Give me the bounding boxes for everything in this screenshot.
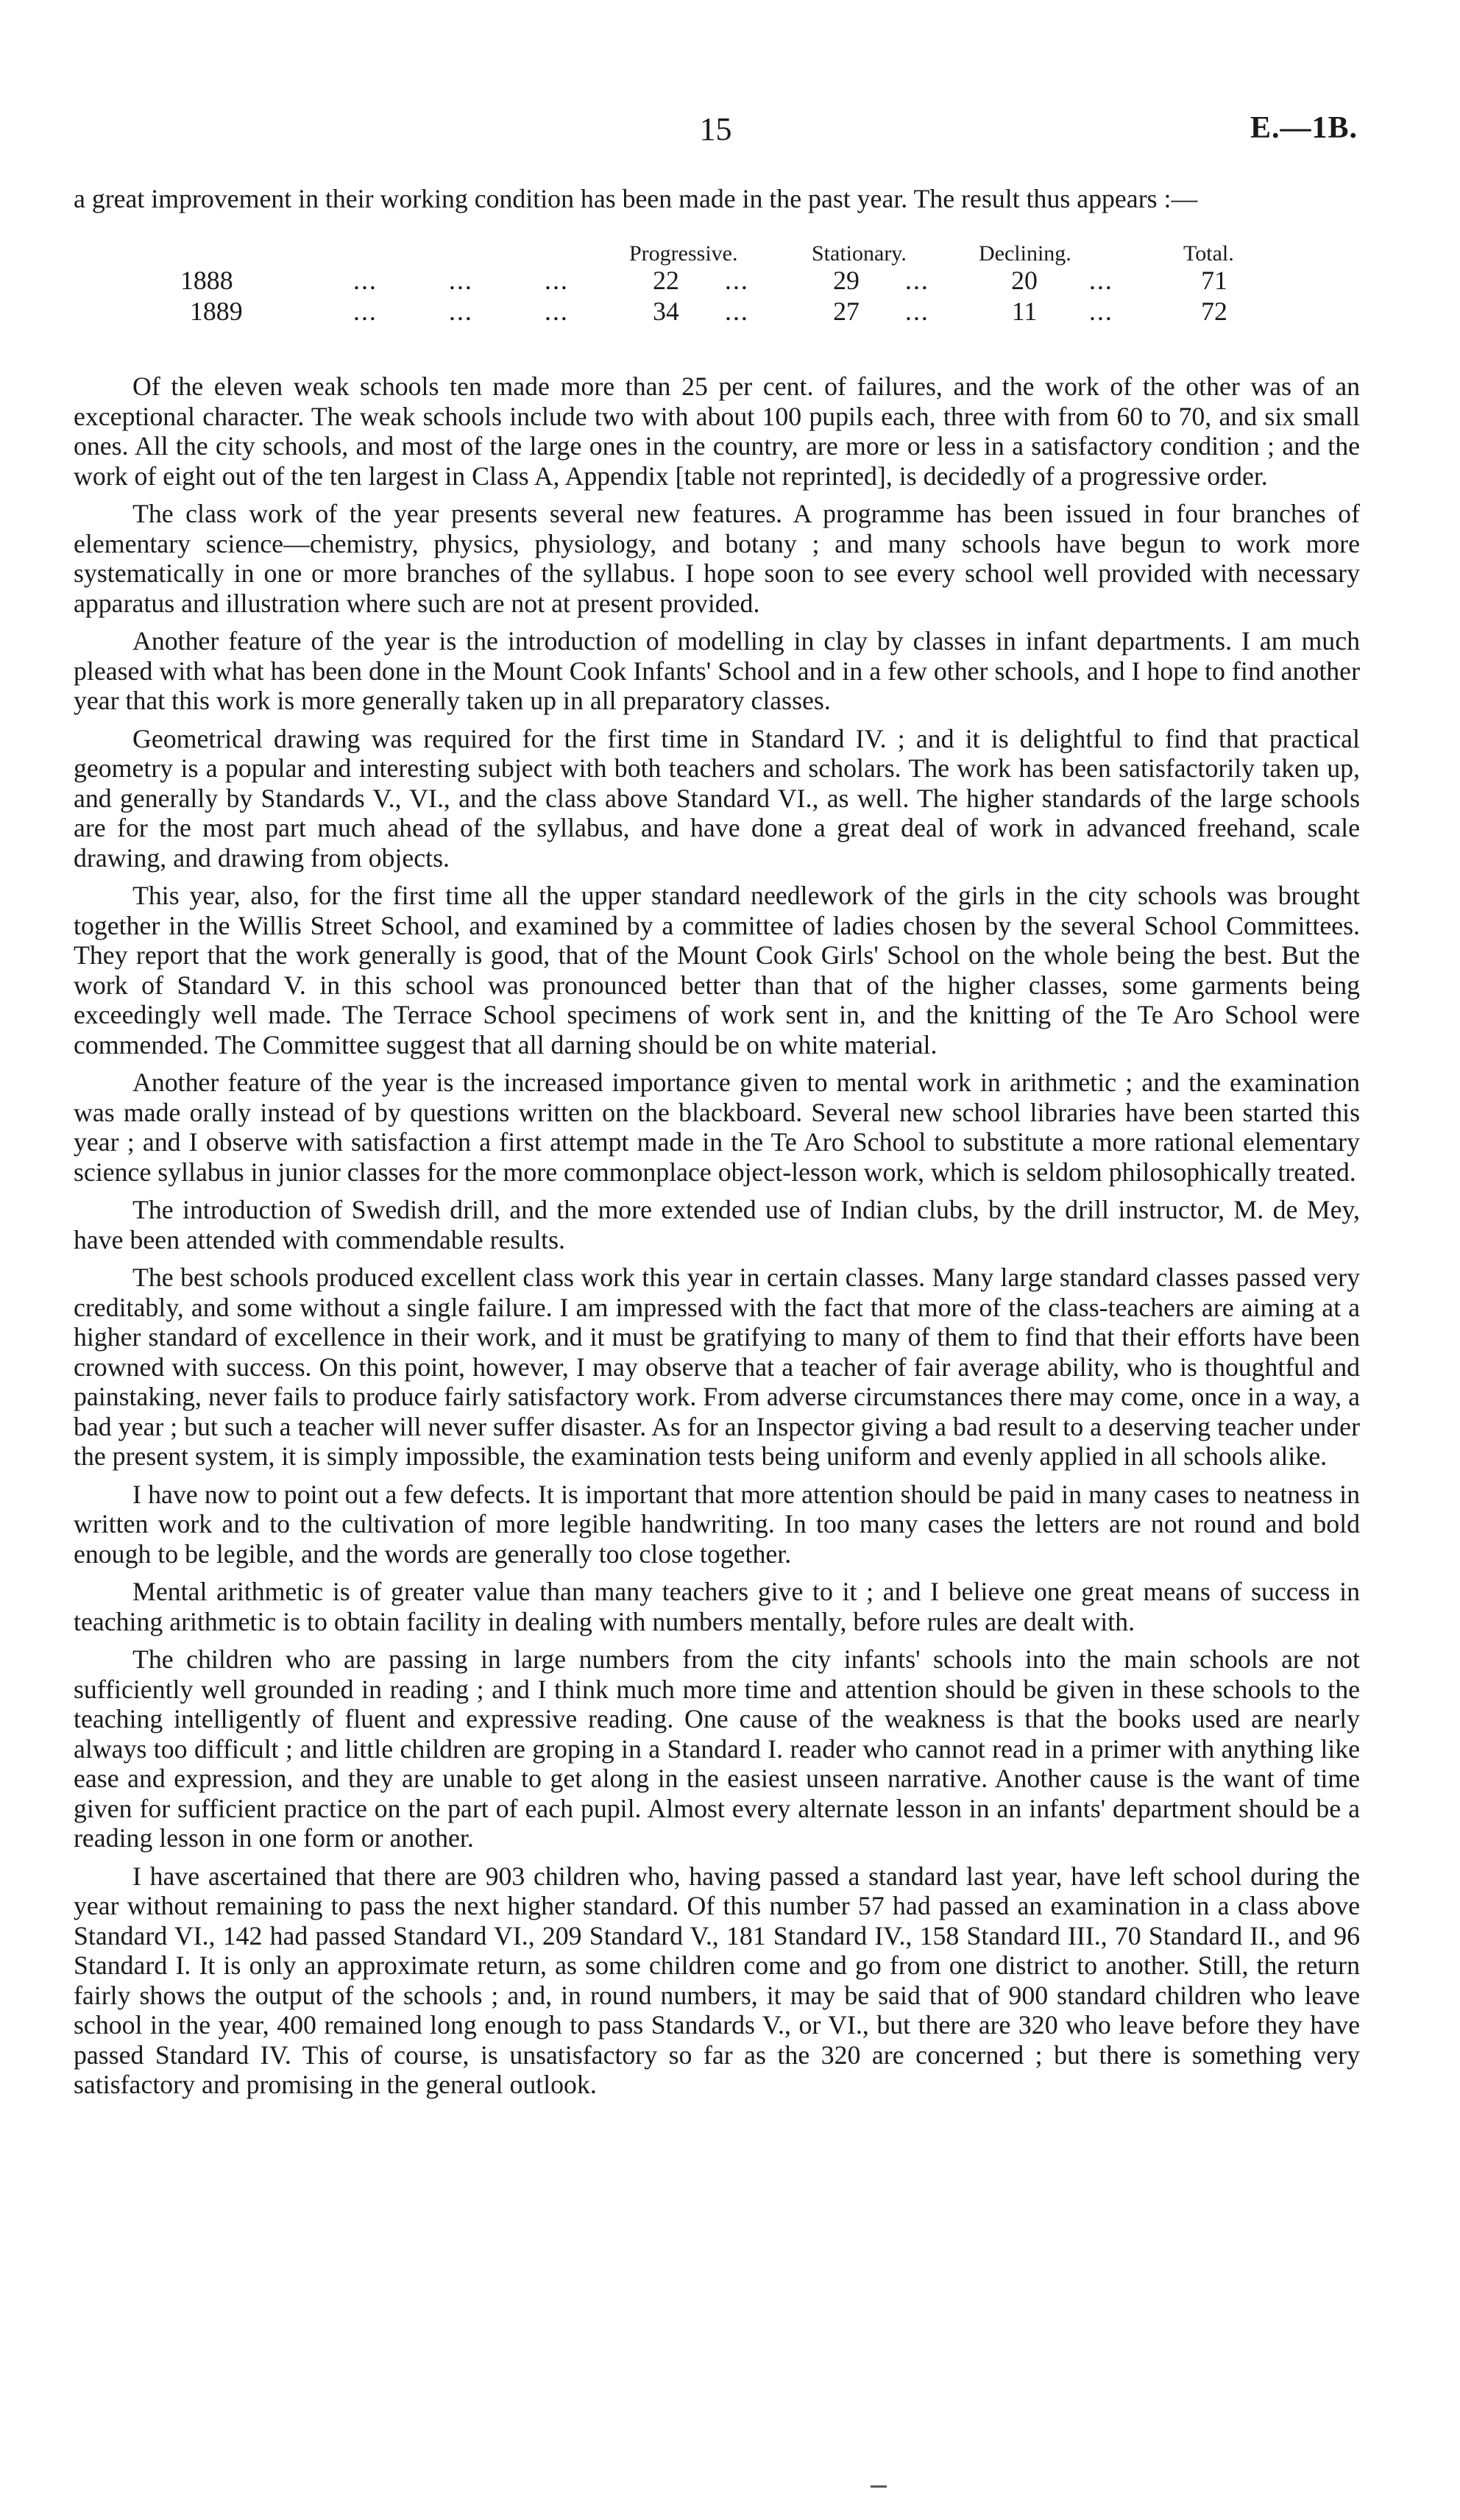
paragraph: I have ascertained that there are 903 children who, having passed a standard last year, have left school during the year without remaining to pass the next higher standard. Of this number 57 had passed an examination in a class above Standard VI., 142 had passed Standard VI., 209 Standard V., 181 Standard IV., 158 Standard III., 70 Standard II., and 96 Standard I. It is only an approximate return, as some children come and go from one district to another. Still, the return fairly shows the output of the schools ; and, in round numbers, it may be said that of 900 standard children who leave school in the year, 400 remained long enough to pass Standards V., or VI., but there are 320 who leave before they have passed Standard IV. This of course, is unsatisfactory so far as the 320 are concerned ; but there is something very satisfactory and promising in the general outlook.: [74, 1861, 1360, 2099]
leader-dots: ...: [545, 297, 569, 326]
cell-progressive: 22: [653, 266, 679, 295]
paragraph: Mental arithmetic is of greater value than many teachers give to it ; and I believe one great means of success in teaching arithmetic is to obtain facility in dealing with numbers mentally, before rules are dealt with.: [74, 1577, 1360, 1636]
cell-stationary: 27: [833, 297, 860, 326]
column-header-total: Total.: [1183, 241, 1234, 266]
leader-dots: ...: [1089, 297, 1113, 326]
column-header-stationary: Stationary.: [812, 241, 907, 266]
document-reference: E.—1B.: [1250, 111, 1358, 145]
leader-dots: ...: [449, 297, 473, 326]
cell-total: 71: [1201, 266, 1227, 295]
paragraph: The introduction of Swedish drill, and the more extended use of Indian clubs, by the drill instructor, M. de Mey, have been attended with commendable results.: [74, 1195, 1360, 1254]
column-header-declining: Declining.: [979, 241, 1071, 266]
leader-dots: ...: [353, 297, 378, 326]
paragraph: Of the eleven weak schools ten made more than 25 per cent. of failures, and the work of the other was of an exceptional character. The weak schools include two with about 100 pupils each, three with from 60 to 70, and six small ones. All the city schools, and most of the large ones in the country, are more or less in a satisfactory condition ; and the work of eight out of the ten largest in Class A, Appendix [table not reprinted], is decidedly of a progressive order.: [74, 372, 1360, 491]
results-table: [74, 241, 1360, 374]
paragraph: The children who are passing in large numbers from the city infants' schools into the main schools are not sufficiently well grounded in reading ; and I think much more time and attention should be given in these schools to the teaching intelligently of fluent and expressive reading. One cause of the weakness is that the books used are nearly always too difficult ; and little children are groping in a Standard I. reader who cannot read in a primer with anything like ease and expression, and they are unable to get along in the easiest unseen narrative. Another cause is the want of time given for sufficient practice on the part of each pupil. Almost every alternate lesson in an infants' department should be a reading lesson in one form or another.: [74, 1644, 1360, 1853]
paragraph: Geometrical drawing was required for the first time in Standard IV. ; and it is delightful to find that practical geometry is a popular and interesting subject with both teachers and scholars. The work has been satisfactorily taken up, and generally by Standards V., VI., and the class above Standard VI., as well. The higher standards of the large schools are for the most part much ahead of the syllabus, and have done a great deal of work in advanced freehand, scale drawing, and drawing from objects.: [74, 723, 1360, 873]
paragraph: The class work of the year presents several new features. A programme has been issued in four branches of elementary science—chemistry, physics, physiology, and botany ; and many schools have begun to work more systematically in one or more branches of the syllabus. I hope soon to see every school well provided with necessary apparatus and illustration where such are not at present provided.: [74, 499, 1360, 618]
row-year: 1888: [180, 266, 233, 295]
leader-dots: ...: [905, 266, 929, 295]
paragraph: This year, also, for the first time all the upper standard needlework of the girls in the city schools was brought together in the Willis Street School, and examined by a committee of ladies chosen by the several School Committees. They report that the work generally is good, that of the Mount Cook Girls' School on the whole being the best. But the work of Standard V. in this school was pronounced better than that of the higher classes, some garments being exceedingly well made. The Terrace School specimens of work sent in, and the knitting of the Te Aro School were commended. The Committee suggest that all darning should be on white material.: [74, 881, 1360, 1060]
leader-dots: ...: [905, 297, 929, 326]
cell-stationary: 29: [833, 266, 860, 295]
table-row: [74, 265, 1360, 296]
paragraph: I have now to point out a few defects. It is important that more attention should be paid in many cases to neatness in written work and to the cultivation of more legible handwriting. In too many cases the letters are not round and bold enough to be legible, and the words are generally too close together.: [74, 1479, 1360, 1569]
cell-declining: 11: [1011, 297, 1038, 326]
leader-dots: ...: [353, 266, 378, 295]
leader-dots: ...: [725, 297, 749, 326]
leader-dots: ...: [1089, 266, 1113, 295]
body-text: [74, 372, 1360, 2108]
column-header-progressive: Progressive.: [629, 241, 738, 266]
leader-dots: ...: [545, 266, 569, 295]
intro-paragraph: a great improvement in their working condition has been made in the past year. The result thus appears :—: [74, 184, 1198, 213]
paragraph: The best schools produced excellent class work this year in certain classes. Many large standard classes passed very creditably, and some without a single failure. I am impressed with the fact that more of the class-teachers are aiming at a higher standard of excellence in their work, and it must be gratifying to many of them to find that their efforts have been crowned with success. On this point, however, I may observe that a teacher of fair average ability, who is thoughtful and painstaking, never fails to produce fairly satisfactory work. From adverse circumstances there may come, once in a way, a bad year ; but such a teacher will never suffer disaster. As for an Inspector giving a bad result to a deserving teacher under the present system, it is simply impossible, the examination tests being uniform and evenly applied in all schools alike.: [74, 1263, 1360, 1471]
intro-block: [74, 184, 1360, 222]
row-year: 1889: [190, 297, 243, 326]
paragraph: Another feature of the year is the introduction of modelling in clay by classes in infant departments. I am much pleased with what has been done in the Mount Cook Infants' School and in a few other schools, and I hope to find another year that this work is more generally taken up in all preparatory classes.: [74, 626, 1360, 715]
paragraph: Another feature of the year is the increased importance given to mental work in arithmetic ; and the examination was made orally instead of by questions written on the blackboard. Several new school libraries have been started this year ; and I observe with satisfaction a first attempt made in the Te Aro School to substitute a more rational elementary science syllabus in junior classes for the more commonplace object-lesson work, which is seldom philosophically treated.: [74, 1068, 1360, 1187]
cell-progressive: 34: [653, 297, 679, 326]
leader-dots: ...: [725, 266, 749, 295]
table-row: [74, 296, 1360, 327]
cell-declining: 20: [1011, 266, 1038, 295]
leader-dots: ...: [449, 266, 473, 295]
stray-mark: [871, 2485, 887, 2488]
cell-total: 72: [1201, 297, 1227, 326]
page-number: 15: [699, 111, 732, 147]
page-header: [74, 110, 1358, 162]
